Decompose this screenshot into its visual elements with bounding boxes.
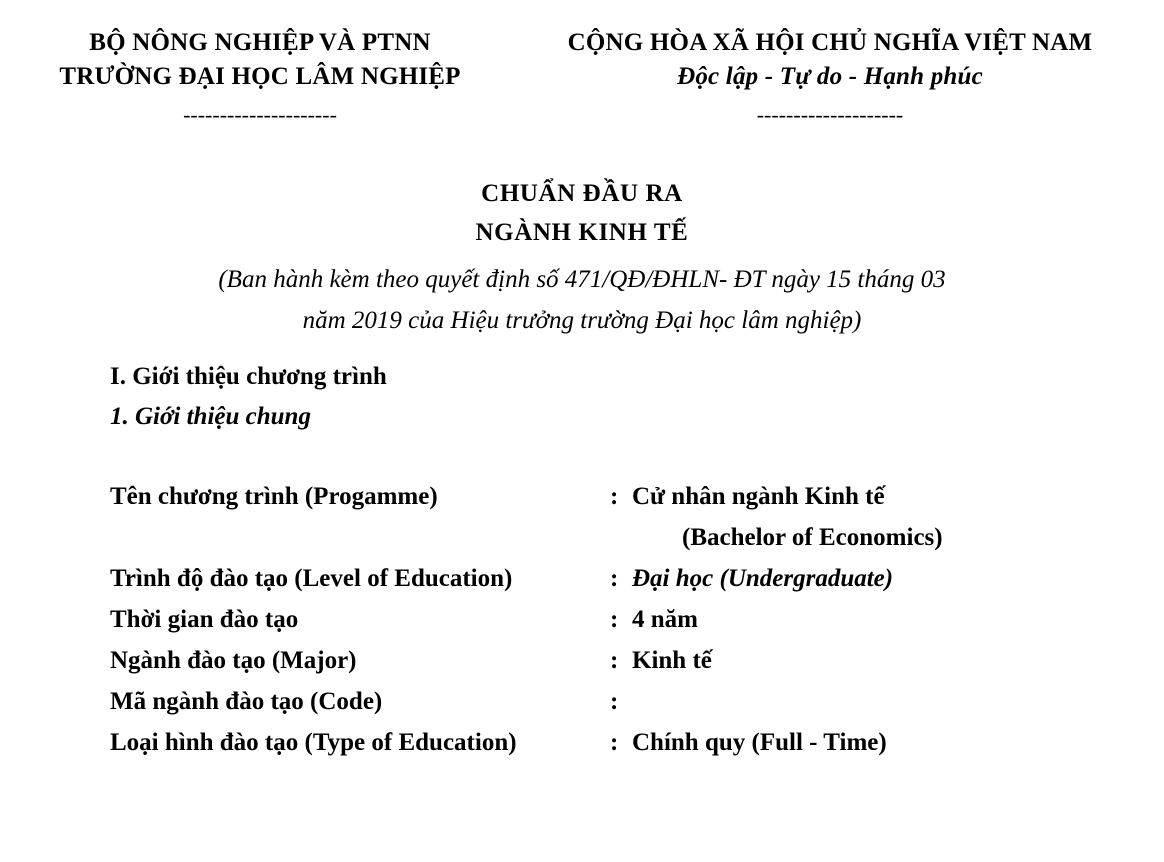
header-left-divider: ---------------------	[183, 102, 337, 127]
document-title-block	[0, 175, 1164, 341]
row-separator: :	[610, 483, 619, 510]
section-heading-1: I. Giới thiệu chương trình	[110, 363, 387, 390]
table-row	[110, 558, 943, 599]
row-separator: :	[610, 729, 619, 756]
row-label-spacer	[110, 517, 610, 558]
row-value-major: Kinh tế	[632, 647, 712, 674]
row-value-programme: Cử nhân ngành Kinh tế	[632, 483, 885, 510]
row-label-type: Loại hình đào tạo (Type of Education)	[110, 729, 517, 756]
row-separator-spacer	[610, 517, 632, 558]
table-row	[110, 681, 943, 722]
row-separator: :	[610, 647, 619, 674]
national-title: CỘNG HÒA XÃ HỘI CHỦ NGHĨA VIỆT NAM	[567, 29, 1093, 56]
row-value-type: Chính quy (Full - Time)	[632, 729, 887, 756]
header-right-column	[510, 26, 1150, 131]
row-label-duration: Thời gian đào tạo	[110, 606, 299, 633]
row-label-major: Ngành đào tạo (Major)	[110, 647, 357, 674]
document-body	[0, 357, 1164, 763]
university-name: TRƯỜNG ĐẠI HỌC LÂM NGHIỆP	[59, 63, 461, 90]
row-label-level: Trình độ đào tạo (Level of Education)	[110, 565, 513, 592]
section-subheading-1-1: 1. Giới thiệu chung	[110, 402, 311, 430]
row-separator: :	[610, 565, 619, 592]
row-value-duration: 4 năm	[632, 606, 698, 633]
ministry-name: BỘ NÔNG NGHIỆP VÀ PTNN	[89, 29, 431, 56]
row-label-programme: Tên chương trình (Progamme)	[110, 483, 438, 510]
table-row	[110, 517, 943, 558]
national-motto: Độc lập - Tự do - Hạnh phúc	[677, 63, 983, 90]
table-row	[110, 640, 943, 681]
row-value-level: Đại học (Undergraduate)	[632, 565, 894, 592]
row-separator: :	[610, 606, 619, 633]
document-title-line1: CHUẨN ĐẦU RA	[481, 180, 683, 207]
document-header	[0, 0, 1164, 131]
table-row	[110, 476, 943, 517]
row-value-programme-english	[632, 517, 943, 558]
decision-note	[0, 259, 1164, 342]
program-info-table	[110, 476, 943, 763]
table-row	[110, 722, 943, 763]
header-right-divider: --------------------	[756, 102, 904, 127]
document-title-line2: NGÀNH KINH TẾ	[475, 218, 689, 246]
table-row	[110, 599, 943, 640]
decision-note-line1: (Ban hành kèm theo quyết định số 471/QĐ/ĐHLN- ĐT ngày 15 tháng 03	[218, 265, 946, 293]
decision-note-line2: năm 2019 của Hiệu trưởng trường Đại học lâm nghiệp)	[302, 306, 862, 334]
row-separator: :	[610, 688, 619, 715]
programme-english-text: (Bachelor of Economics)	[682, 524, 943, 551]
row-value-code	[632, 681, 943, 722]
header-left-column	[0, 26, 510, 131]
row-label-code: Mã ngành đào tạo (Code)	[110, 688, 383, 715]
